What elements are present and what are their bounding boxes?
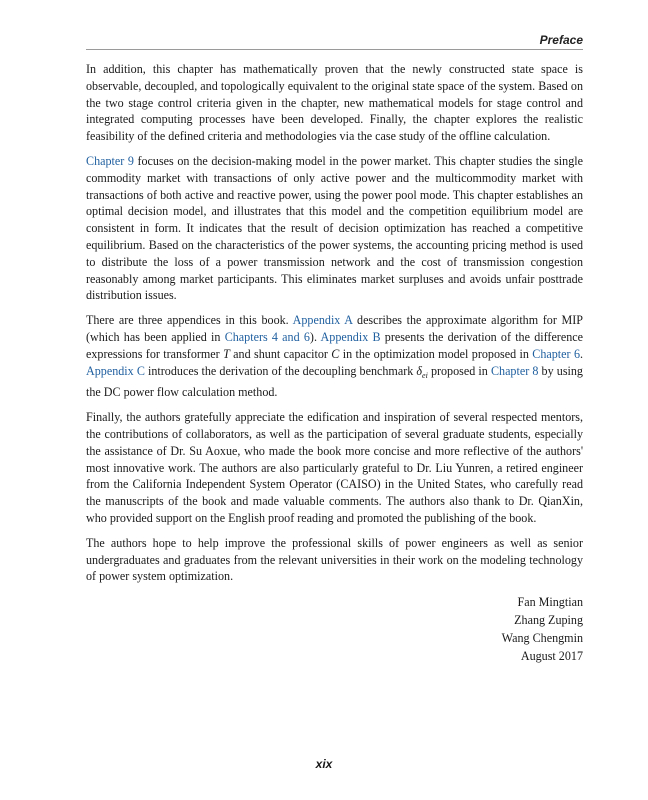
text-span: There are three appendices in this book.	[86, 313, 293, 328]
paragraph-4: Finally, the authors gratefully appreciate the edification and inspiration of several respected mentors, the contributions of collaborators, as well as the participation of several graduate students, especially the assistance of Dr. Su Aoxue, who made the book more concise and more reflective of the authors' most innovative work. The authors are also particularly grateful to Dr. Liu Yunren, a retired engineer from the California Independent System Operator (CAISO) in the United States, who carefully read the manuscripts of the book and made valuable comments. The authors also thank to Dr. QianXin, who provided support on the English proof reading and promoted the publishing of the book.	[86, 410, 583, 525]
paragraph-5: The authors hope to help improve the professional skills of power engineers as well as senior undergraduates and graduates from the relevant universities in their work on the modeling technology of power system optimization.	[86, 535, 583, 584]
link-appendix-c[interactable]: Appendix C	[86, 363, 145, 378]
variable-c: C	[331, 346, 340, 361]
author-name: Fan Mingtian	[517, 595, 583, 610]
page-body	[86, 61, 583, 665]
running-header-title: Preface	[539, 33, 583, 47]
paragraph-2-text: focuses on the decision-making model in the power market. This chapter studies the single commodity market with transactions of only active power and the multicommodity market with transactions of both active and reactive power, using the power pool mode. This chapter establishes an optimal decision model, and illustrates that this model and the competition equilibrium model are consistent in form. It indicates that the result of decision optimization has reached a competitive equilibrium. Based on the characteristics of the power systems, the accounting pricing method is used to distribute the loss of a power transmission network and the cost of transmission congestion reasonably among market participants. This eliminates market surpluses and avoids unfair posttrade distribution issues.	[86, 153, 583, 303]
author-name: Zhang Zuping	[514, 613, 583, 628]
text-span: ).	[309, 329, 321, 344]
paragraph-1: In addition, this chapter has mathematically proven that the newly constructed state space is observable, decoupled, and topologically equivalent to the original state space of the system. Based on the two stage control criteria given in the chapter, new mathematical models for stage control and integrated computing processes have been developed. Finally, the chapter explores the realistic feasibility of the defined criteria and methodologies via the case study of the offline calculation.	[86, 62, 583, 144]
variable-t: T	[223, 346, 230, 361]
text-span: by using the DC power flow calculation method.	[86, 363, 583, 400]
link-appendix-a[interactable]: Appendix A	[292, 313, 353, 328]
link-chapter-9[interactable]: Chapter 9	[86, 153, 134, 168]
text-span: in the optimization model proposed in	[339, 346, 533, 361]
signature-block	[86, 593, 583, 665]
link-chapter-8[interactable]: Chapter 8	[490, 363, 539, 378]
link-chapter-6[interactable]: Chapter 6	[532, 346, 580, 361]
link-appendix-b[interactable]: Appendix B	[320, 329, 381, 344]
signature-date: August 2017	[520, 649, 583, 664]
text-span: describes the approximate algorithm for MIP (which has been applied in	[86, 313, 583, 344]
paragraph-2	[86, 153, 583, 304]
link-chapters-4-and-6[interactable]: Chapters 4 and 6	[224, 329, 310, 344]
text-span: presents the derivation of the difference expressions for transformer	[86, 329, 583, 361]
paragraph-3	[86, 312, 583, 401]
text-span: proposed in	[427, 363, 491, 378]
symbol-delta: δ	[416, 363, 423, 378]
text-span: introduces the derivation of the decoupling benchmark	[144, 363, 417, 378]
text-span: and shunt capacitor	[229, 346, 332, 361]
text-span: .	[580, 346, 584, 361]
author-name: Wang Chengmin	[501, 631, 583, 646]
symbol-delta-subscript: ei	[422, 370, 428, 380]
running-header	[86, 31, 583, 50]
page-number: xix	[315, 757, 333, 771]
